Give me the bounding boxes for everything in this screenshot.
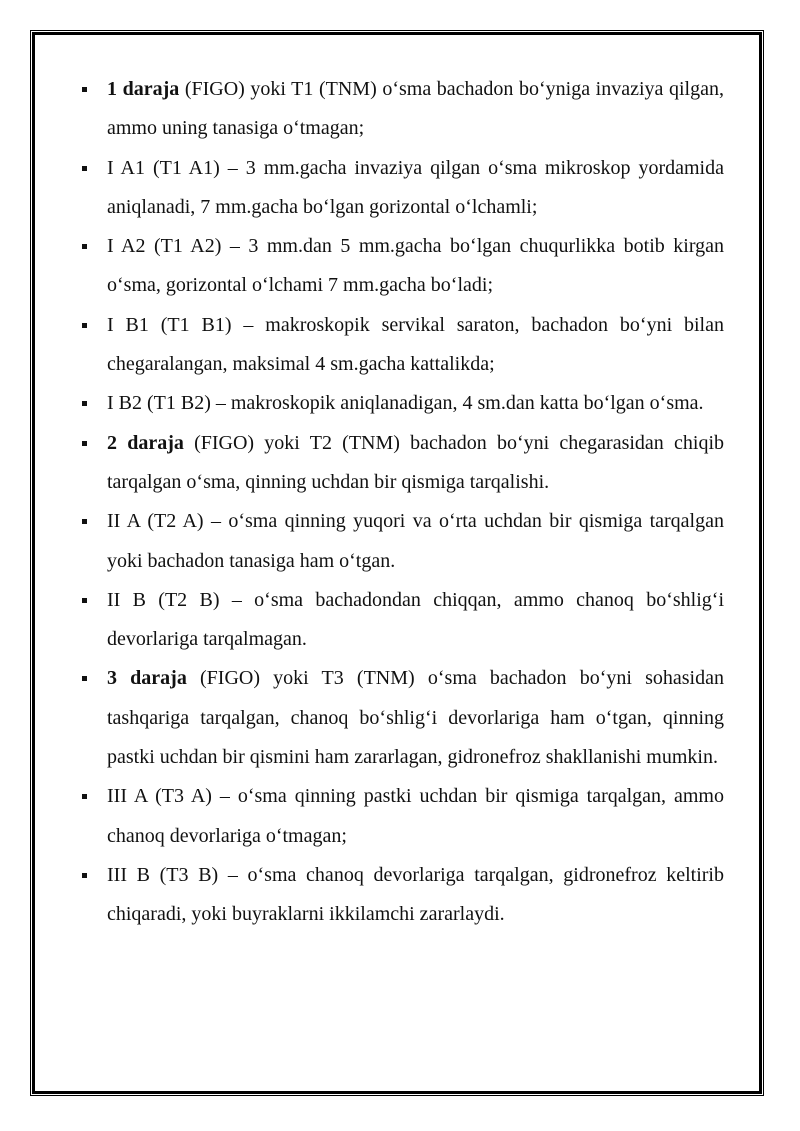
- document-body: [80, 70, 724, 935]
- list-item: [80, 424, 724, 503]
- list-item-text: I B2 (T1 B2) – makroskopik aniqlanadigan, 4 sm.dan katta bo‘lgan o‘sma.: [107, 392, 704, 415]
- square-bullet-icon: [82, 87, 87, 92]
- square-bullet-icon: [82, 323, 87, 328]
- list-item: [80, 70, 724, 149]
- list-item: [80, 384, 724, 423]
- stage-heading: 2 daraja: [107, 431, 184, 454]
- list-item: [80, 149, 724, 228]
- list-item: [80, 227, 724, 306]
- list-item: [80, 306, 724, 385]
- square-bullet-icon: [82, 598, 87, 603]
- square-bullet-icon: [82, 244, 87, 249]
- list-item-text: I B1 (T1 B1) – makroskopik servikal saraton, bachadon bo‘yni bilan chegaralangan, maksimal 4 sm.gacha kattalikda;: [107, 313, 724, 376]
- stage-heading: 3 daraja: [107, 667, 187, 690]
- staging-list: [80, 70, 724, 935]
- list-item-text: III A (T3 A) – o‘sma qinning pastki uchdan bir qismiga tarqalgan, ammo chanoq devorlariga o‘tmagan;: [107, 785, 724, 847]
- list-item: [80, 581, 724, 660]
- list-item-text: II B (T2 B) – o‘sma bachadondan chiqqan, ammo chanoq bo‘shlig‘i devorlariga tarqalmagan.: [107, 588, 724, 651]
- list-item: [80, 659, 724, 777]
- list-item-text: I A2 (T1 A2) – 3 mm.dan 5 mm.gacha bo‘lgan chuqurlikka botib kirgan o‘sma, gorizontal o‘lchami 7 mm.gacha bo‘ladi;: [107, 235, 724, 297]
- square-bullet-icon: [82, 401, 87, 406]
- square-bullet-icon: [82, 676, 87, 681]
- list-item-text: (FIGO) yoki T2 (TNM) bachadon bo‘yni chegarasidan chiqib tarqalgan o‘sma, qinning uchdan bir qismiga tarqalishi.: [107, 431, 725, 493]
- list-item-text: (FIGO) yoki T3 (TNM) o‘sma bachadon bo‘yni sohasidan tashqariga tarqalgan, chanoq bo‘shlig‘i devorlariga ham o‘tgan, qinning pastki uchdan bir qismini ham zararlagan, gidronefroz shakllanishi mumkin.: [107, 667, 724, 769]
- list-item: [80, 856, 724, 935]
- square-bullet-icon: [82, 519, 87, 524]
- stage-heading: 1 daraja: [107, 78, 180, 100]
- list-item: [80, 777, 724, 856]
- list-item-text: II A (T2 A) – o‘sma qinning yuqori va o‘rta uchdan bir qismiga tarqalgan yoki bachadon tanasiga ham o‘tgan.: [107, 510, 724, 572]
- list-item: [80, 502, 724, 581]
- list-item-text: I A1 (T1 A1) – 3 mm.gacha invaziya qilgan o‘sma mikroskop yordamida aniqlanadi, 7 mm.gacha bo‘lgan gorizontal o‘lchamli;: [107, 156, 724, 218]
- list-item-text: (FIGO) yoki T1 (TNM) o‘sma bachadon bo‘yniga invaziya qilgan, ammo uning tanasiga o‘tmagan;: [107, 78, 724, 140]
- square-bullet-icon: [82, 873, 87, 878]
- square-bullet-icon: [82, 794, 87, 799]
- square-bullet-icon: [82, 166, 87, 171]
- list-item-text: III B (T3 B) – o‘sma chanoq devorlariga tarqalgan, gidronefroz keltirib chiqaradi, yoki buyraklarni ikkilamchi zararlaydi.: [107, 863, 724, 926]
- square-bullet-icon: [82, 441, 87, 446]
